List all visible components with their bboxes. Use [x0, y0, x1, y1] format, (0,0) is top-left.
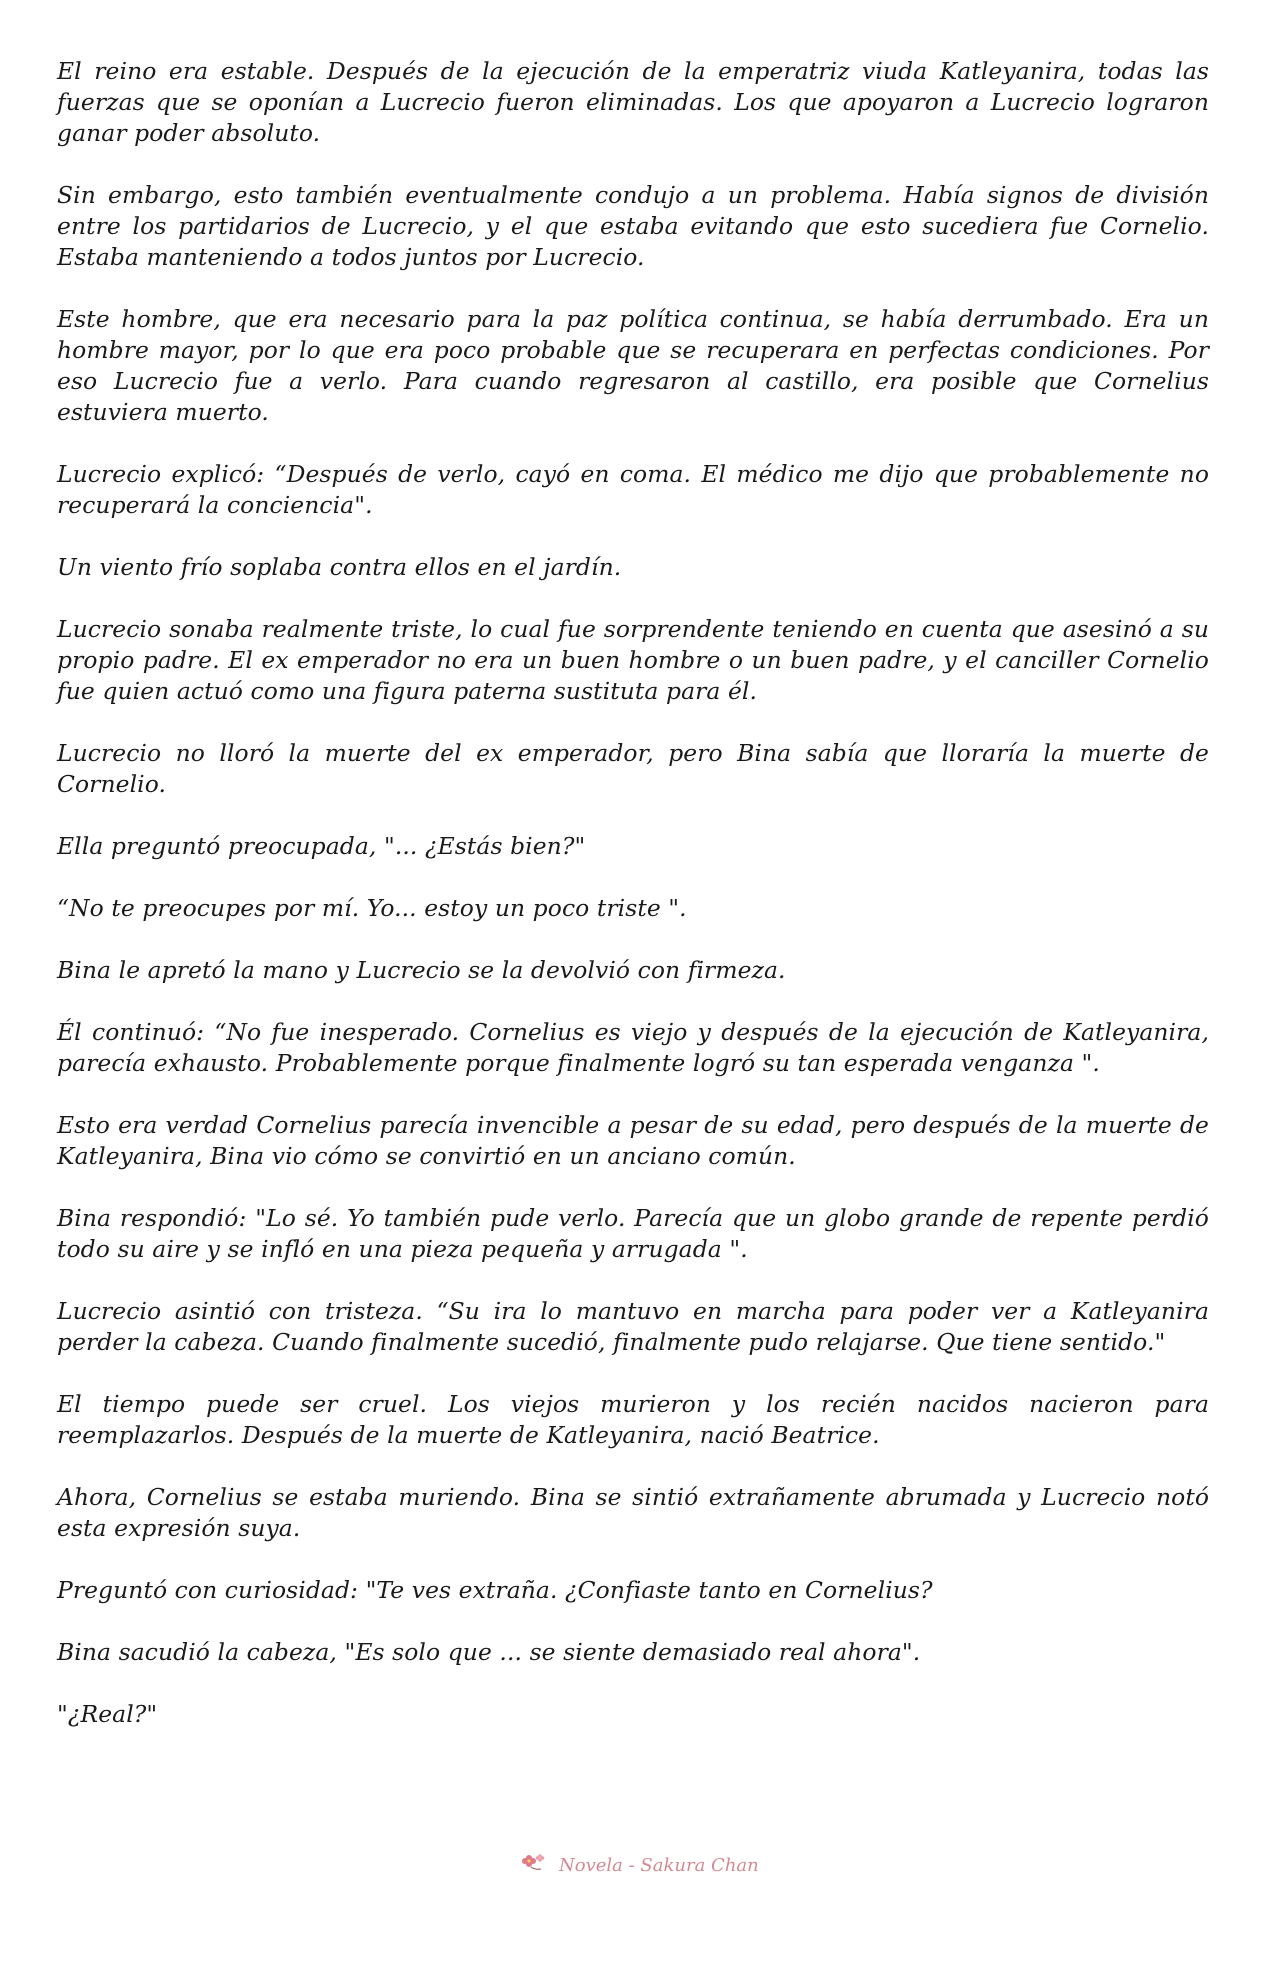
paragraph: Lucrecio asintió con tristeza. “Su ira lo mantuvo en marcha para poder ver a Katleyanira perder la cabeza. Cuando finalmente sucedió, finalmente pudo relajarse. Que tiene sentido.": [57, 1297, 1209, 1356]
paragraph: Un viento frío soplaba contra ellos en el jardín.: [57, 553, 622, 581]
paragraph: Él continuó: “No fue inesperado. Cornelius es viejo y después de la ejecución de Katleyanira, parecía exhausto. Probablemente porque finalmente logró su tan esperada venganza ".: [57, 1018, 1209, 1077]
paragraph: Bina sacudió la cabeza, "Es solo que ... se siente demasiado real ahora".: [57, 1638, 921, 1666]
paragraph: “No te preocupes por mí. Yo... estoy un poco triste ".: [57, 894, 687, 922]
paragraph: El tiempo puede ser cruel. Los viejos murieron y los recién nacidos nacieron para reemplazarlos. Después de la muerte de Katleyanira, nació Beatrice.: [57, 1390, 1209, 1449]
paragraph: Preguntó con curiosidad: "Te ves extraña. ¿Confiaste tanto en Cornelius?: [57, 1576, 933, 1604]
cherry-blossom-icon: [521, 1852, 547, 1879]
paragraph: Lucrecio explicó: “Después de verlo, cayó en coma. El médico me dijo que probablemente no recuperará la conciencia".: [57, 460, 1209, 519]
paragraph: Lucrecio no lloró la muerte del ex emperador, pero Bina sabía que lloraría la muerte de Cornelio.: [57, 739, 1209, 798]
footer-watermark: [0, 1852, 1280, 1879]
paragraph: Bina le apretó la mano y Lucrecio se la devolvió con firmeza.: [57, 956, 786, 984]
paragraph: Bina respondió: "Lo sé. Yo también pude verlo. Parecía que un globo grande de repente perdió todo su aire y se infló en una pieza pequeña y arrugada ".: [57, 1204, 1209, 1263]
paragraph: "¿Real?": [57, 1700, 158, 1728]
paragraph: Lucrecio sonaba realmente triste, lo cual fue sorprendente teniendo en cuenta que asesinó a su propio padre. El ex emperador no era un buen hombre o un buen padre, y el canciller Cornelio fue quien actuó como una figura paterna sustituta para él.: [57, 615, 1209, 705]
footer-text: Novela - Sakura Chan: [559, 1855, 759, 1876]
paragraph: Este hombre, que era necesario para la paz política continua, se había derrumbado. Era un hombre mayor, por lo que era poco probable que se recuperara en perfectas condiciones. Por eso Lucrecio fue a verlo. Para cuando regresaron al castillo, era posible que Cornelius estuviera muerto.: [57, 305, 1209, 426]
paragraph: Esto era verdad Cornelius parecía invencible a pesar de su edad, pero después de la muerte de Katleyanira, Bina vio cómo se convirtió en un anciano común.: [57, 1111, 1209, 1170]
paragraph: El reino era estable. Después de la ejecución de la emperatriz viuda Katleyanira, todas las fuerzas que se oponían a Lucrecio fueron eliminadas. Los que apoyaron a Lucrecio lograron ganar poder absoluto.: [57, 57, 1209, 147]
paragraph: Ahora, Cornelius se estaba muriendo. Bina se sintió extrañamente abrumada y Lucrecio notó esta expresión suya.: [57, 1483, 1209, 1542]
paragraph: Ella preguntó preocupada, "... ¿Estás bien?": [57, 832, 586, 860]
document-body: [57, 56, 1209, 1761]
paragraph: Sin embargo, esto también eventualmente condujo a un problema. Había signos de división entre los partidarios de Lucrecio, y el que estaba evitando que esto sucediera fue Cornelio. Estaba manteniendo a todos juntos por Lucrecio.: [57, 181, 1209, 271]
